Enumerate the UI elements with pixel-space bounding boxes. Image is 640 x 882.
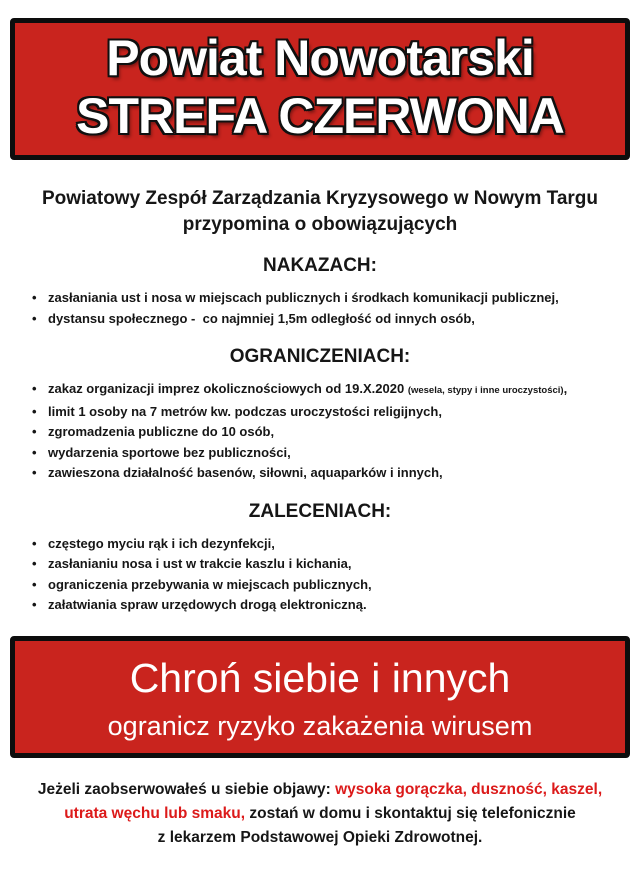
list-item-text: częstego myciu rąk i ich dezynfekcji, bbox=[48, 535, 275, 551]
rules-sections bbox=[0, 254, 640, 616]
bullet-dot-icon: • bbox=[32, 424, 37, 439]
protect-banner-subtitle: ogranicz ryzyko zakażenia wirusem bbox=[107, 710, 533, 741]
list-item bbox=[32, 575, 622, 596]
section-title-nakazach: NAKAZACH: bbox=[263, 255, 377, 276]
list-item-text: limit 1 osoby na 7 metrów kw. podczas uroczystości religijnych, bbox=[48, 403, 442, 419]
bullet-dot-icon: • bbox=[32, 444, 37, 460]
symptoms-notice bbox=[0, 778, 640, 850]
notice-line bbox=[0, 826, 640, 850]
list-item bbox=[32, 309, 622, 330]
list-item bbox=[32, 288, 622, 309]
bullet-dot-icon: • bbox=[32, 556, 37, 571]
bullet-dot-icon: • bbox=[32, 290, 37, 305]
section-zaleceniach bbox=[0, 500, 640, 616]
notice-symptom-highlight: utrata węchu lub smaku, bbox=[64, 804, 246, 822]
list-item-text: dystansu społecznego - co najmniej 1,5m odległość od innych osób, bbox=[48, 310, 475, 326]
bullet-dot-icon: • bbox=[32, 576, 37, 592]
red-zone-banner bbox=[10, 18, 630, 160]
list-item-text: ograniczenia przebywania w miejscach publicznych, bbox=[48, 576, 372, 592]
list-item-text: zawieszona działalność basenów, siłowni, aquaparków i innych, bbox=[48, 465, 443, 480]
bullet-dot-icon: • bbox=[32, 310, 37, 326]
bullet-dot-icon: • bbox=[32, 535, 37, 551]
bullet-dot-icon: • bbox=[32, 597, 37, 612]
list-item-text: zasłanianiu nosa i ust w trakcie kaszlu i kichania, bbox=[48, 556, 352, 571]
list-item bbox=[32, 379, 622, 402]
list-item bbox=[32, 443, 622, 464]
protect-banner bbox=[10, 636, 630, 758]
bullet-dot-icon: • bbox=[32, 465, 37, 480]
list-item-text: zgromadzenia publiczne do 10 osób, bbox=[48, 424, 275, 439]
notice-text: zostań w domu i skontaktuj się telefonicznie bbox=[245, 804, 576, 822]
notice-line bbox=[0, 778, 640, 802]
list-item bbox=[32, 402, 622, 423]
protect-banner-title: Chroń siebie i innych bbox=[129, 654, 511, 701]
poster bbox=[0, 18, 640, 882]
banner-title-line2: STREFA CZERWONA bbox=[76, 88, 564, 144]
notice-text: z lekarzem Podstawowej Opieki Zdrowotnej. bbox=[157, 828, 483, 846]
list-item bbox=[32, 595, 622, 616]
section-ograniczeniach bbox=[0, 345, 640, 484]
section-title-ograniczeniach: OGRANICZENIACH: bbox=[229, 346, 411, 367]
list-item bbox=[32, 534, 622, 555]
notice-text: Jeżeli zaobserwowałeś u siebie objawy: bbox=[37, 780, 336, 798]
list-item-text: zasłaniania ust i nosa w miejscach publicznych i środkach komunikacji publicznej, bbox=[48, 290, 559, 305]
list-item bbox=[32, 463, 622, 484]
bullet-dot-icon: • bbox=[32, 381, 37, 396]
list-item-text: , bbox=[563, 381, 568, 396]
list-item bbox=[32, 554, 622, 575]
bullet-list-ograniczeniach bbox=[0, 379, 640, 484]
crisis-team-heading-line2: przypomina o obowiązujących bbox=[182, 214, 458, 235]
crisis-team-heading-line1: Powiatowy Zespół Zarządzania Kryzysowego w Nowym Targu bbox=[41, 188, 599, 209]
bullet-dot-icon: • bbox=[32, 403, 37, 419]
bullet-list-nakazach bbox=[0, 288, 640, 329]
bullet-list-zaleceniach bbox=[0, 534, 640, 616]
crisis-team-heading bbox=[0, 186, 640, 238]
list-item-text: zakaz organizacji imprez okolicznościowych od 19.X.2020 bbox=[48, 381, 408, 396]
list-item-text: załatwiania spraw urzędowych drogą elektroniczną. bbox=[48, 597, 367, 612]
list-item bbox=[32, 422, 622, 443]
section-title-zaleceniach: ZALECENIACH: bbox=[248, 500, 392, 522]
notice-line bbox=[0, 802, 640, 826]
notice-symptom-highlight: wysoka gorączka, duszność, kaszel, bbox=[335, 780, 603, 798]
list-item-smallprint: (wesela, stypy i inne uroczystości) bbox=[407, 385, 564, 396]
list-item-text: wydarzenia sportowe bez publiczności, bbox=[48, 444, 291, 460]
section-nakazach bbox=[0, 254, 640, 329]
banner-title-line1: Powiat Nowotarski bbox=[106, 30, 534, 86]
